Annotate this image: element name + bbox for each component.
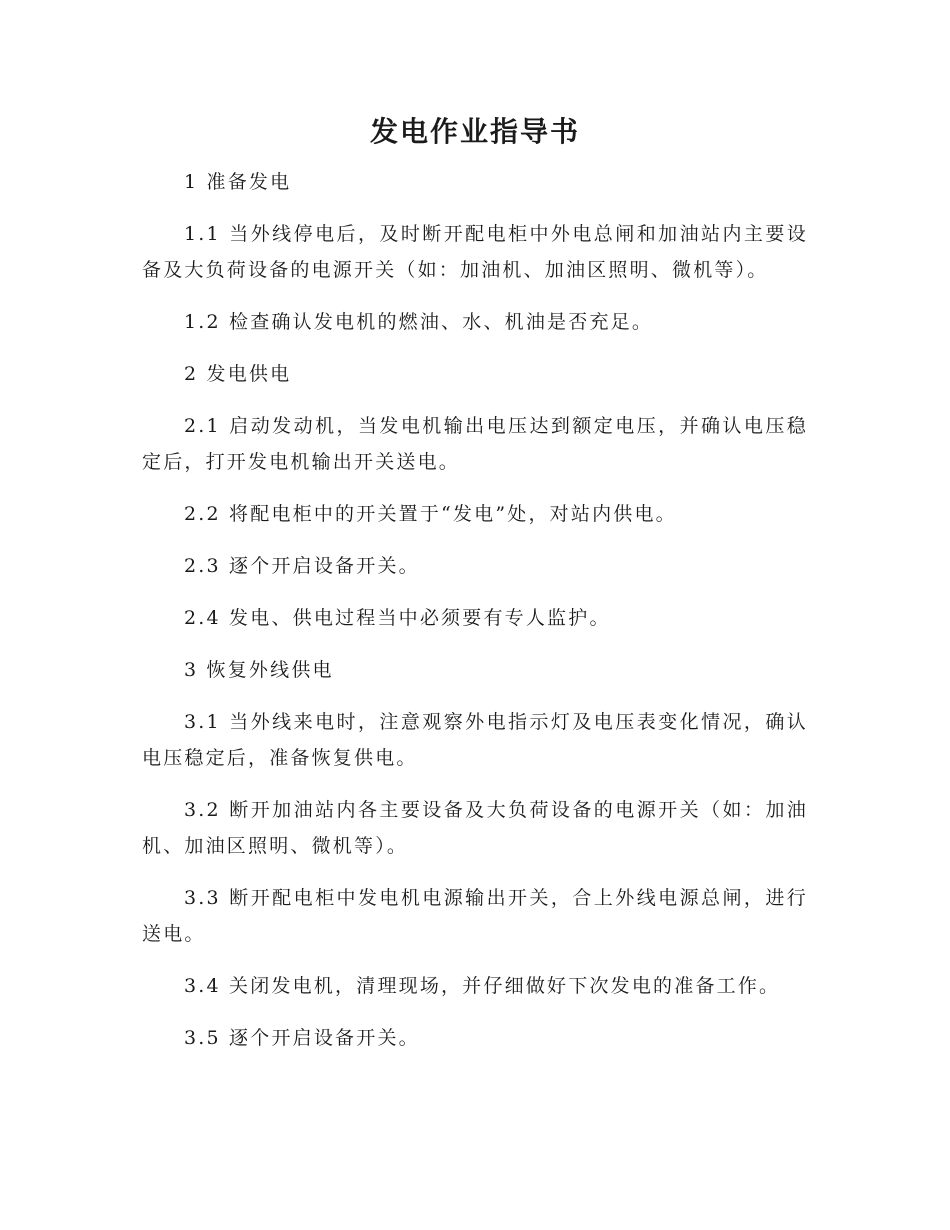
step-2-1: 2.1 启动发动机，当发电机输出电压达到额定电压，并确认电压稳定后，打开发电机输出开关送电。 — [142, 415, 808, 473]
step-3-3: 3.3 断开配电柜中发电机电源输出开关，合上外线电源总闸，进行送电。 — [142, 887, 808, 945]
step-3-2: 3.2 断开加油站内各主要设备及大负荷设备的电源开关（如：加油机、加油区照明、微机等）。 — [142, 799, 808, 857]
step-3-1: 3.1 当外线来电时，注意观察外电指示灯及电压表变化情况，确认电压稳定后，准备恢复供电。 — [142, 711, 808, 769]
step-1-1: 1.1 当外线停电后，及时断开配电柜中外电总闸和加油站内主要设备及大负荷设备的电源开关（如：加油机、加油区照明、微机等）。 — [142, 223, 808, 281]
section-heading-3: 3 恢复外线供电 — [184, 659, 334, 681]
step-2-3: 2.3 逐个开启设备开关。 — [184, 555, 420, 577]
step-2-4: 2.4 发电、供电过程当中必须要有专人监护。 — [184, 607, 611, 629]
document-title: 发电作业指导书 — [369, 115, 580, 148]
step-1-2: 1.2 检查确认发电机的燃油、水、机油是否充足。 — [184, 311, 654, 333]
section-heading-2: 2 发电供电 — [184, 363, 292, 385]
section-heading-1: 1 准备发电 — [184, 171, 292, 193]
step-3-4: 3.4 关闭发电机，清理现场，并仔细做好下次发电的准备工作。 — [184, 975, 781, 997]
step-3-5: 3.5 逐个开启设备开关。 — [184, 1027, 420, 1049]
step-2-2: 2.2 将配电柜中的开关置于“发电”处，对站内供电。 — [184, 503, 677, 525]
document-body — [142, 164, 808, 1072]
